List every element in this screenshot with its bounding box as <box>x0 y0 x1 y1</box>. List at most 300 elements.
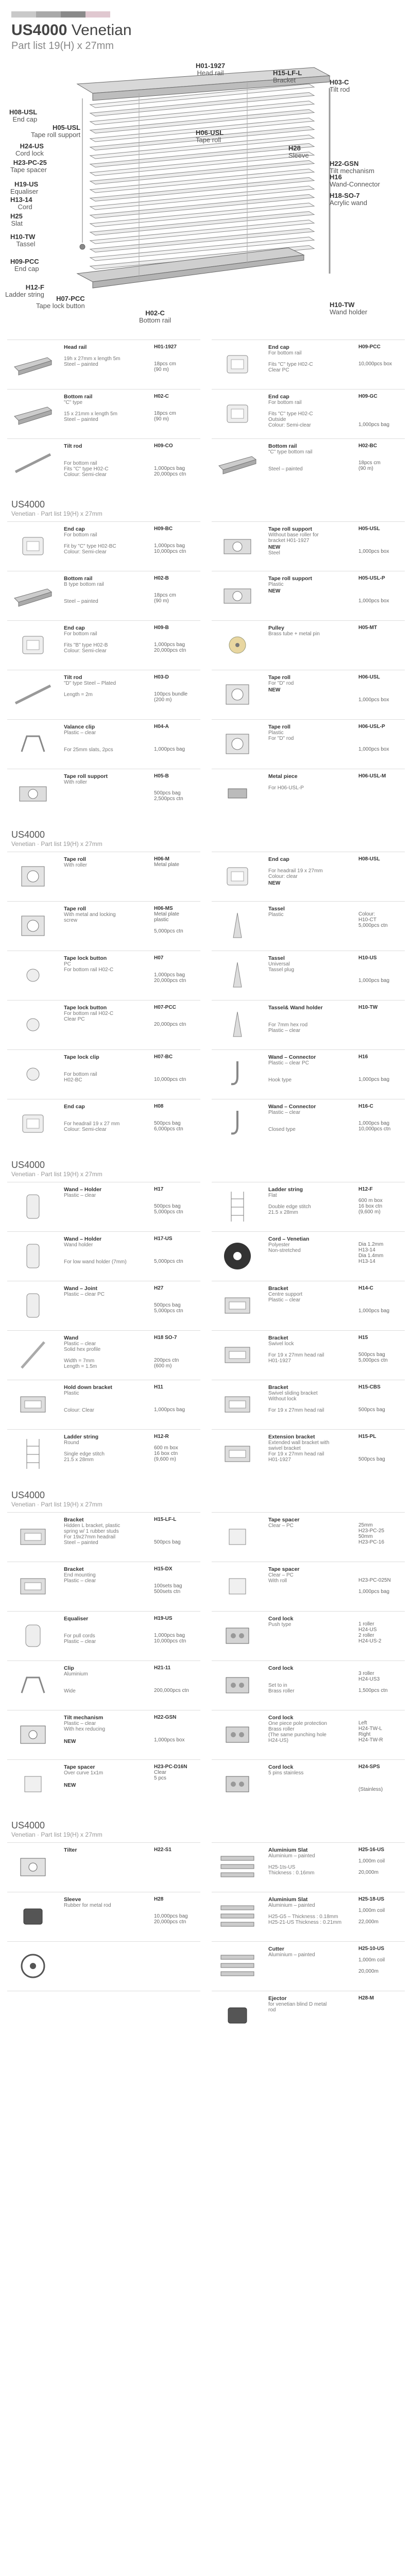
callout-code: H10-TW <box>10 233 36 241</box>
bracket-icon <box>9 1566 57 1606</box>
part-name: Bracket <box>268 1335 288 1341</box>
part-info <box>57 1946 154 1987</box>
part-item <box>7 1710 200 1759</box>
part-qty <box>154 636 198 642</box>
part-detail: Brass roller <box>268 1726 295 1732</box>
part-qty: (90 m) <box>154 416 169 422</box>
part-detail <box>268 973 358 978</box>
part-detail <box>268 1859 358 1865</box>
part-detail <box>64 1957 154 1963</box>
part-info <box>57 1236 154 1277</box>
part-name: Bottom rail <box>268 443 297 449</box>
part-detail: Non-stretched <box>268 1248 301 1253</box>
part-detail: For low wand holder (7mm) <box>64 1259 127 1265</box>
callout-code: H06-USL <box>196 129 224 137</box>
part-code: H03-D <box>154 674 169 680</box>
part-code: H06-M <box>154 856 170 862</box>
part-detail <box>64 978 154 984</box>
part-detail <box>64 405 154 411</box>
part-detail: Length = 2m <box>64 692 93 698</box>
part-code <box>358 906 403 911</box>
part-qty: 25mm <box>358 1522 373 1528</box>
part-detail <box>64 741 154 747</box>
part-qty <box>358 1451 403 1456</box>
part-detail <box>64 1066 154 1072</box>
part-qty: H24-TW-L <box>358 1726 382 1732</box>
part-detail: For 19 x 27mm head rail <box>268 1451 324 1457</box>
part-item <box>212 1892 405 1941</box>
part-info <box>57 1715 154 1755</box>
part-qty: Right <box>358 1732 371 1737</box>
part-detail <box>64 455 154 461</box>
part-qty: 20,000pcs ctn <box>154 978 186 984</box>
callout-code: H13-14 <box>10 196 32 204</box>
part-qty <box>154 1864 198 1870</box>
part-detail: Hook type <box>268 1077 292 1083</box>
diagram-callout <box>330 192 367 207</box>
part-detail <box>268 642 358 648</box>
part-qty <box>358 1770 403 1775</box>
part-name: Head rail <box>64 344 87 350</box>
button-icon <box>9 1054 57 1094</box>
bracket-icon <box>214 1285 261 1326</box>
part-name: Pulley <box>268 625 284 631</box>
part-qty: H24-US <box>358 1627 377 1633</box>
button-icon <box>9 1005 57 1045</box>
callout-code: H25 <box>10 212 23 220</box>
part-detail <box>64 1115 154 1121</box>
part-detail: "C" type bottom rail <box>268 449 313 455</box>
part-qty <box>358 454 403 460</box>
part-qty <box>154 1732 198 1737</box>
diagram-callout <box>330 160 374 175</box>
part-qty <box>358 686 403 691</box>
part-info <box>57 1896 154 1937</box>
part-detail: Plastic <box>64 1391 79 1396</box>
part-detail: H01-1927 <box>268 1457 291 1463</box>
title-main: US4000 <box>11 22 67 39</box>
part-qty <box>358 691 403 697</box>
part-detail: With roller <box>64 779 88 785</box>
part-name: Tassel <box>268 906 285 912</box>
part-qty <box>154 460 198 466</box>
part-info <box>261 1946 358 1987</box>
part-detail <box>64 868 154 874</box>
part-detail: H01-1927 <box>268 1358 291 1364</box>
part-detail <box>64 1920 154 1925</box>
part-detail <box>268 923 358 929</box>
part-qty: 500sets ctn <box>154 1589 181 1595</box>
callout-code: H12-F <box>25 283 44 291</box>
part-item <box>212 1710 405 1759</box>
part-name: End cap <box>268 394 289 400</box>
part-code-column <box>358 1715 403 1755</box>
part-item <box>212 1429 405 1479</box>
part-detail: For 19x27mm headrail <box>64 1534 116 1540</box>
part-code: H07-BC <box>154 1054 173 1060</box>
part-qty <box>154 454 198 460</box>
part-code-column <box>358 1517 403 1557</box>
part-qty <box>358 1060 403 1065</box>
part-qty: H24-US-2 <box>358 1638 382 1644</box>
part-qty <box>154 1522 198 1528</box>
part-code-column <box>154 575 198 616</box>
part-code <box>358 1517 403 1522</box>
part-qty: 1,000pcs bag <box>154 1633 185 1638</box>
part-qty <box>358 411 403 416</box>
part-detail: H25-21-US Thickness : 0.21mm <box>268 1920 342 1925</box>
part-detail: Aluminium – painted <box>268 1853 315 1859</box>
part-code: H05-USL <box>358 526 380 532</box>
part-detail: Plastic – clear PC <box>64 1292 105 1297</box>
part-detail: NEW <box>268 880 281 886</box>
part-qty <box>358 1109 403 1115</box>
part-name: Ladder string <box>64 1434 99 1440</box>
part-code: H27 <box>154 1285 164 1291</box>
part-detail: Plastic <box>268 582 284 587</box>
part-code: H09-CO <box>154 443 173 449</box>
callout-desc: Cord lock <box>15 149 44 157</box>
part-code-column <box>154 443 198 484</box>
part-code-column <box>154 1335 198 1376</box>
part-detail: rod <box>268 2007 276 2013</box>
part-item <box>7 901 200 951</box>
part-info <box>261 1995 358 2036</box>
part-item <box>212 1182 405 1231</box>
part-qty <box>358 532 403 537</box>
endcap-icon <box>214 394 261 434</box>
part-qty <box>154 1192 198 1198</box>
part-qty: Metal plate <box>154 862 179 868</box>
part-detail: Colour: Semi-clear <box>64 549 107 555</box>
part-code: H21-11 <box>154 1665 171 1671</box>
part-info <box>261 1335 358 1376</box>
rail-icon <box>214 443 261 483</box>
part-info <box>261 1764 358 1805</box>
part-detail: Centre support <box>268 1292 303 1297</box>
part-qty <box>154 1346 198 1352</box>
part-code <box>358 1566 403 1572</box>
part-detail: PC <box>64 961 71 967</box>
part-info <box>57 443 154 484</box>
part-item <box>7 1231 200 1281</box>
part-item <box>212 1562 405 1611</box>
part-detail: Set to in <box>268 1683 287 1688</box>
part-detail <box>64 686 154 692</box>
part-qty: 10,000pcs ctn <box>358 1126 391 1132</box>
part-qty <box>358 796 403 802</box>
part-qty <box>154 1957 198 1963</box>
part-qty <box>358 1341 403 1346</box>
part-detail <box>64 874 154 879</box>
part-code: H02-C <box>154 394 169 399</box>
part-qty <box>154 1065 198 1071</box>
part-name: Wand – Connector <box>268 1054 316 1060</box>
part-detail: Over curve 1x1m <box>64 1770 104 1776</box>
part-detail: Steel – painted <box>64 417 98 422</box>
section-subtitle: Venetian · Part list 19(H) x 27mm <box>11 1501 102 1508</box>
part-info <box>261 344 358 385</box>
callout-desc: Tassel <box>16 240 36 248</box>
part-info <box>57 625 154 666</box>
part-info <box>57 575 154 616</box>
part-qty: 3 roller <box>358 1671 374 1676</box>
part-qty: 1,000pcs bag <box>358 978 390 984</box>
part-qty: 5 pcs <box>154 1775 166 1781</box>
part-qty: Left <box>358 1720 367 1726</box>
section-title: US4000 <box>11 1160 45 1170</box>
part-detail: NEW <box>64 1783 76 1788</box>
part-info <box>261 1104 358 1144</box>
part-code: H15-CBS <box>358 1384 381 1390</box>
part-detail <box>64 1908 154 1914</box>
part-qty <box>154 1952 198 1957</box>
part-detail <box>64 1248 154 1253</box>
part-qty <box>154 1115 198 1121</box>
part-detail <box>64 698 154 703</box>
clip-icon <box>9 1665 57 1705</box>
part-info <box>57 1665 154 1706</box>
part-qty <box>154 735 198 741</box>
part-detail <box>268 1628 358 1633</box>
part-detail <box>268 929 358 935</box>
section-header <box>0 1153 412 1182</box>
part-qty: 18pcs cm <box>154 361 176 367</box>
spacer-icon <box>9 1764 57 1804</box>
part-item <box>7 1330 200 1380</box>
part-detail: For 7mm hex rod <box>268 1022 308 1028</box>
part-name: End cap <box>268 344 289 350</box>
part-detail: For bottom rail <box>268 400 302 405</box>
part-qty <box>358 680 403 686</box>
part-detail: Plastic – clear <box>64 1341 96 1347</box>
part-qty: 500pcs bag <box>154 1204 181 1209</box>
part-detail: Universal <box>268 961 290 967</box>
part-code: H16-C <box>358 1104 373 1109</box>
part-code: H16 <box>358 1054 368 1060</box>
part-qty <box>154 1390 198 1396</box>
part-name: End cap <box>64 625 85 631</box>
part-qty <box>358 972 403 978</box>
part-name: Tilter <box>64 1847 77 1853</box>
part-info <box>57 856 154 897</box>
cordlock-icon <box>214 1764 261 1804</box>
part-qty <box>154 631 198 636</box>
part-qty: 2 roller <box>358 1633 374 1638</box>
part-qty: 1 roller <box>358 1621 374 1627</box>
rod-icon <box>9 443 57 483</box>
part-qty <box>154 1109 198 1115</box>
part-detail <box>268 791 358 796</box>
part-detail: for venetian blind D metal <box>268 2002 327 2007</box>
part-item <box>7 1842 200 1892</box>
part-detail <box>64 538 154 544</box>
part-qty <box>358 1682 403 1688</box>
callout-code: H10-TW <box>330 301 355 309</box>
roll-icon <box>9 856 57 896</box>
part-qty <box>154 2018 198 2024</box>
part-qty <box>154 1291 198 1297</box>
part-code: H15 <box>358 1335 368 1341</box>
tassel-icon <box>214 906 261 946</box>
part-qty: 1,000m coil <box>358 1858 385 1864</box>
color-swatch <box>36 11 61 18</box>
part-detail: Aluminium – painted <box>268 1903 315 1908</box>
part-name: Bracket <box>64 1517 84 1523</box>
part-info <box>57 344 154 385</box>
diagram-callout <box>10 213 23 227</box>
part-qty: 500pcs bag <box>154 1539 181 1545</box>
part-item <box>212 1512 405 1562</box>
part-code-column <box>358 1847 403 1888</box>
part-qty: 200pcs ctn <box>154 1358 179 1363</box>
part-item <box>212 769 405 818</box>
part-qty <box>154 399 198 405</box>
mechanism-icon <box>9 1847 57 1887</box>
part-name: Tape roll support <box>268 575 312 582</box>
part-qty <box>358 1396 403 1401</box>
part-info <box>261 1054 358 1095</box>
part-qty <box>358 1010 403 1016</box>
part-item <box>7 670 200 719</box>
callout-desc: Slat <box>11 219 23 227</box>
part-detail <box>64 1865 154 1870</box>
part-detail: Polyester <box>268 1242 290 1248</box>
part-qty <box>358 1302 403 1308</box>
part-code <box>358 1665 403 1671</box>
part-qty: H13-14 <box>358 1259 375 1264</box>
part-code-column <box>358 1104 403 1144</box>
part-name: Tape spacer <box>268 1517 300 1523</box>
part-detail: Fits "C" type H02-C <box>268 411 313 417</box>
part-qty <box>358 2018 403 2024</box>
part-detail <box>268 405 358 411</box>
part-qty <box>358 416 403 422</box>
part-qty <box>358 1913 403 1919</box>
catalog-page <box>0 11 412 2049</box>
support-icon <box>214 575 261 616</box>
part-code: H05-USL-P <box>358 575 385 581</box>
part-qty: 5,000pcs ctn <box>154 1209 183 1215</box>
part-detail <box>64 1198 154 1204</box>
part-detail <box>64 1060 154 1066</box>
callout-code: H07-PCC <box>56 295 85 302</box>
part-code: H09-BC <box>154 526 173 532</box>
callout-desc: Cord <box>18 203 32 211</box>
part-detail <box>268 600 358 605</box>
part-item <box>212 340 405 389</box>
part-detail <box>64 1396 154 1402</box>
part-code: H11 <box>154 1384 163 1390</box>
part-detail <box>64 2012 154 2018</box>
part-detail: Tassel plug <box>268 967 295 973</box>
part-detail <box>64 1402 154 1408</box>
metal-icon <box>214 773 261 814</box>
part-item <box>212 1281 405 1330</box>
part-qty <box>154 779 198 785</box>
part-detail <box>268 1402 358 1408</box>
part-qty <box>358 1952 403 1957</box>
part-qty: 100sets bag <box>154 1583 182 1589</box>
part-detail <box>268 1584 358 1589</box>
part-qty <box>358 367 403 372</box>
cordlock-icon <box>214 1616 261 1656</box>
section-header <box>0 492 412 521</box>
part-code-column <box>358 1236 403 1277</box>
callout-desc: Sleeve <box>288 151 309 159</box>
part-item <box>7 1281 200 1330</box>
part-item <box>7 1892 200 1941</box>
part-detail: With metal and locking <box>64 912 116 918</box>
part-detail <box>268 1253 358 1259</box>
part-detail: Flat <box>268 1193 277 1198</box>
part-qty <box>154 1969 198 1974</box>
part-code: H08-USL <box>358 856 380 862</box>
part-detail: Wide <box>64 1688 76 1694</box>
part-detail <box>64 350 154 356</box>
part-qty <box>154 1439 198 1445</box>
part-detail <box>268 1198 358 1204</box>
part-detail <box>64 1210 154 1215</box>
part-info <box>261 1187 358 1227</box>
part-qty <box>358 631 403 636</box>
part-qty: (90 m) <box>154 598 169 604</box>
part-detail <box>268 1671 358 1677</box>
part-qty: H24-US3 <box>358 1676 380 1682</box>
part-detail <box>64 1995 154 2001</box>
hook-icon <box>214 1054 261 1094</box>
part-code: H18 SO-7 <box>154 1335 177 1341</box>
part-name: Valance clip <box>64 724 95 730</box>
part-qty <box>154 537 198 543</box>
part-qty <box>358 2001 403 2007</box>
part-detail: For headrail 19 x 27mm <box>268 868 323 874</box>
part-qty <box>154 923 198 928</box>
rail-icon <box>9 575 57 616</box>
part-code <box>154 1946 198 1952</box>
callout-desc: Tape lock button <box>36 302 85 310</box>
part-detail: Length = 1.5m <box>64 1364 97 1369</box>
callout-code: H05-USL <box>52 124 81 131</box>
parts-section <box>0 1153 412 1479</box>
part-detail: Fits "C" type H02-C <box>64 466 109 472</box>
part-detail: Push type <box>268 1622 291 1628</box>
part-name: Tape roll support <box>64 773 108 779</box>
none-icon <box>9 1995 57 2036</box>
part-code: H01-1927 <box>154 344 177 350</box>
part-detail: For bottom rail H02-C <box>64 1011 114 1016</box>
part-item <box>212 1660 405 1710</box>
part-detail: bracket H01-1927 <box>268 538 310 544</box>
sleeve-icon <box>214 1995 261 2036</box>
part-code: H15-DX <box>154 1566 173 1572</box>
part-detail: Wand holder <box>64 1242 93 1248</box>
part-detail: Colour: Semi-clear <box>64 1127 107 1132</box>
part-item <box>212 1049 405 1099</box>
parts-grid <box>0 1842 412 2040</box>
part-detail <box>268 1529 358 1534</box>
part-qty <box>358 1022 403 1027</box>
section-subtitle: Venetian · Part list 19(H) x 27mm <box>11 510 102 517</box>
part-item <box>212 1842 405 1892</box>
part-code-column <box>154 1187 198 1227</box>
part-detail: Closed type <box>268 1127 296 1132</box>
part-qty: 500pcs bag <box>358 1407 385 1413</box>
part-item <box>7 620 200 670</box>
part-detail <box>64 1303 154 1309</box>
part-detail <box>268 356 358 362</box>
part-info <box>57 1005 154 1045</box>
